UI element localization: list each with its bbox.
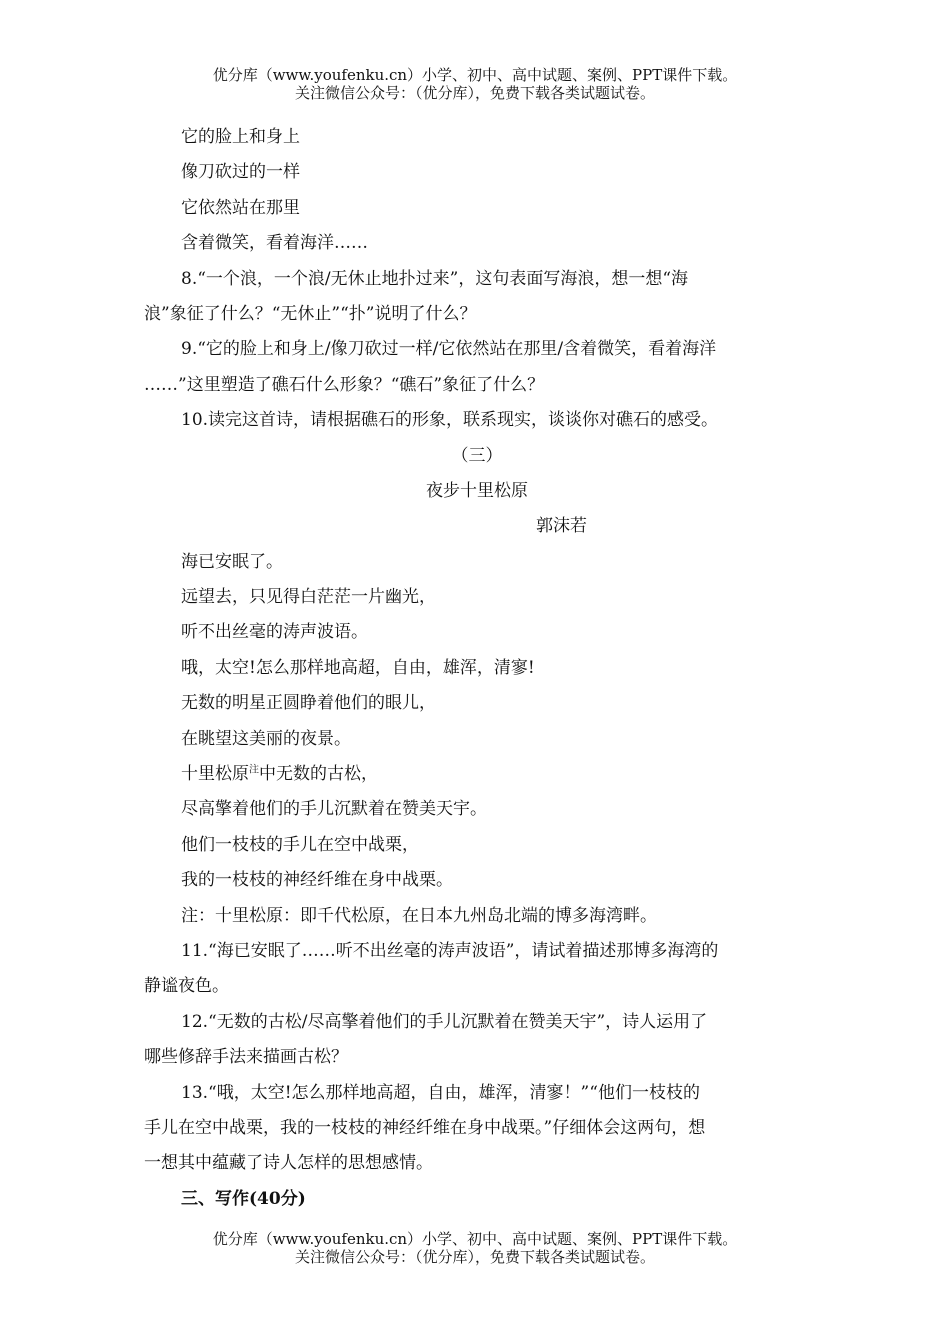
question-9-line-2: ……”这里塑造了礁石什么形象？“礁石”象征了什么？ <box>144 374 545 395</box>
writing-section-heading: 三、写作(40分) <box>181 1188 306 1209</box>
question-13-line-2: 手儿在空中战栗，我的一枝枝的神经纤维在身中战栗。”仔细体会这两句，想 <box>144 1117 706 1138</box>
section-number: （三） <box>451 445 503 466</box>
poem2-line: 尽高擎着他们的手儿沉默着在赞美天宇。 <box>181 799 487 820</box>
poem1-line: 它依然站在那里 <box>181 197 300 218</box>
poem1-line: 它的脸上和身上 <box>181 127 300 147</box>
question-12-line-1: 12.“无数的古松/尽高擎着他们的手儿沉默着在赞美天宇”，诗人运用了 <box>181 1011 708 1032</box>
question-13-line-3: 一想其中蕴藏了诗人怎样的思想感情。 <box>144 1153 433 1174</box>
poem2-footnote: 注：十里松原：即千代松原，在日本九州岛北端的博多海湾畔。 <box>181 905 657 926</box>
poem-author: 郭沫若 <box>536 516 587 537</box>
poem-title: 夜步十里松原 <box>426 480 528 501</box>
question-10: 10.读完这首诗，请根据礁石的形象，联系现实，谈谈你对礁石的感受。 <box>181 410 719 431</box>
page-header <box>0 66 950 102</box>
footer-line-1: 优分库（www.youfenku.cn）小学、初中、高中试题、案例、PPT课件下载。 <box>212 1230 738 1248</box>
poem2-line-post: 中无数的古松， <box>259 764 378 785</box>
poem2-line-pre: 十里松原 <box>181 764 249 785</box>
document-body <box>144 120 810 1217</box>
poem1-line: 含着微笑，看着海洋…… <box>181 233 368 254</box>
footer-line-2: 关注微信公众号：（优分库），免费下载各类试题试卷。 <box>294 1248 655 1266</box>
question-9-line-1: 9.“它的脸上和身上/像刀砍过一样/它依然站在那里/含着微笑，看着海洋 <box>181 339 717 360</box>
poem2-line: 海已安眠了。 <box>181 551 283 572</box>
poem2-line: 在眺望这美丽的夜景。 <box>181 728 351 749</box>
poem1-line: 像刀砍过的一样 <box>181 162 300 183</box>
question-8-line-2: 浪”象征了什么？“无休止”“扑”说明了什么？ <box>144 303 477 324</box>
header-line-2: 关注微信公众号：（优分库），免费下载各类试题试卷。 <box>294 84 655 102</box>
poem2-line: 听不出丝毫的涛声波语。 <box>181 622 368 643</box>
poem2-line: 远望去，只见得白茫茫一片幽光， <box>181 587 436 608</box>
question-13-line-1: 13.“哦，太空!怎么那样地高超，自由，雄浑，清寥！”“他们一枝枝的 <box>181 1082 700 1103</box>
poem2-line: 无数的明星正圆睁着他们的眼儿， <box>181 693 436 714</box>
poem2-line: 我的一枝枝的神经纤维在身中战栗。 <box>181 870 453 891</box>
poem2-line: 他们一枝枝的手儿在空中战栗， <box>181 834 419 855</box>
header-line-1: 优分库（www.youfenku.cn）小学、初中、高中试题、案例、PPT课件下载。 <box>212 66 738 84</box>
footnote-marker: 注 <box>249 764 259 776</box>
question-12-line-2: 哪些修辞手法来描画古松？ <box>144 1047 348 1068</box>
question-11-line-2: 静谧夜色。 <box>144 976 229 997</box>
poem2-line-with-note <box>144 757 810 792</box>
question-11-line-1: 11.“海已安眠了……听不出丝毫的涛声波语”，请试着描述那博多海湾的 <box>181 940 719 961</box>
page-footer <box>0 1230 950 1266</box>
question-8-line-1: 8.“一个浪，一个浪/无休止地扑过来”，这句表面写海浪，想一想“海 <box>181 268 689 289</box>
poem2-line: 哦，太空!怎么那样地高超，自由，雄浑，清寥! <box>181 657 535 678</box>
